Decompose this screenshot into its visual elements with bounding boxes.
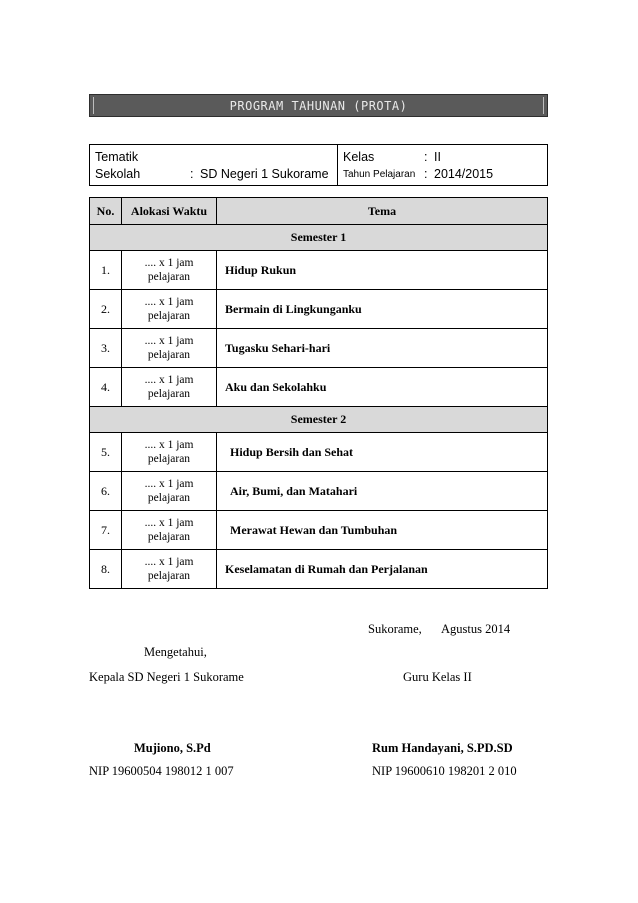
table-row — [90, 368, 548, 407]
row-alokasi: .... x 1 jam pelajaran — [122, 550, 217, 589]
prota-table — [89, 197, 548, 589]
kelas-label: Kelas — [343, 150, 375, 164]
table-row — [90, 251, 548, 290]
info-box — [89, 144, 548, 186]
row-alokasi: .... x 1 jam pelajaran — [122, 329, 217, 368]
semester-2-row — [90, 407, 548, 433]
info-divider — [337, 145, 338, 185]
guru-kelas-name: Rum Handayani, S.PD.SD — [372, 741, 513, 755]
kepala-sekolah-nip: NIP 19600504 198012 1 007 — [89, 764, 234, 778]
page-title: PROGRAM TAHUNAN (PROTA) — [229, 98, 408, 113]
tahun-label: Tahun Pelajaran — [343, 169, 416, 180]
table-row — [90, 550, 548, 589]
kelas-separator: : — [424, 150, 428, 164]
signature-place: Sukorame, — [368, 622, 422, 636]
row-alokasi: .... x 1 jam pelajaran — [122, 511, 217, 550]
row-alokasi: .... x 1 jam pelajaran — [122, 472, 217, 511]
page-title-banner — [89, 94, 548, 117]
semester-1-row — [90, 225, 548, 251]
sekolah-value: SD Negeri 1 Sukorame — [200, 167, 329, 181]
header-tema: Tema — [217, 198, 548, 225]
row-alokasi: .... x 1 jam pelajaran — [122, 368, 217, 407]
tahun-separator: : — [424, 167, 428, 181]
row-no: 6. — [90, 472, 122, 511]
row-no: 2. — [90, 290, 122, 329]
banner-left-edge — [93, 97, 94, 114]
semester-2-label: Semester 2 — [90, 407, 548, 433]
row-tema: Hidup Bersih dan Sehat — [217, 433, 548, 472]
table-row — [90, 511, 548, 550]
row-tema: Aku dan Sekolahku — [217, 368, 548, 407]
header-alokasi: Alokasi Waktu — [122, 198, 217, 225]
row-no: 3. — [90, 329, 122, 368]
row-tema: Air, Bumi, dan Matahari — [217, 472, 548, 511]
kelas-value: II — [434, 150, 441, 164]
signature-date: Agustus 2014 — [441, 622, 511, 636]
tematik-label: Tematik — [95, 150, 139, 164]
row-no: 7. — [90, 511, 122, 550]
table-row — [90, 433, 548, 472]
row-tema: Keselamatan di Rumah dan Perjalanan — [217, 550, 548, 589]
row-tema: Tugasku Sehari-hari — [217, 329, 548, 368]
row-no: 1. — [90, 251, 122, 290]
table-row — [90, 329, 548, 368]
row-no: 8. — [90, 550, 122, 589]
sekolah-label: Sekolah — [95, 167, 141, 181]
row-alokasi: .... x 1 jam pelajaran — [122, 251, 217, 290]
row-tema: Hidup Rukun — [217, 251, 548, 290]
row-tema: Bermain di Lingkunganku — [217, 290, 548, 329]
sekolah-separator: : — [190, 167, 194, 181]
guru-kelas-nip: NIP 19600610 198201 2 010 — [372, 764, 517, 778]
table-row — [90, 290, 548, 329]
mengetahui-label: Mengetahui, — [144, 645, 207, 659]
banner-right-edge — [543, 97, 544, 114]
table-header-row — [90, 198, 548, 225]
row-alokasi: .... x 1 jam pelajaran — [122, 433, 217, 472]
row-alokasi: .... x 1 jam pelajaran — [122, 290, 217, 329]
row-no: 4. — [90, 368, 122, 407]
header-no: No. — [90, 198, 122, 225]
row-no: 5. — [90, 433, 122, 472]
tahun-value: 2014/2015 — [434, 167, 494, 181]
kepala-sekolah-title: Kepala SD Negeri 1 Sukorame — [89, 670, 244, 684]
semester-1-label: Semester 1 — [90, 225, 548, 251]
row-tema: Merawat Hewan dan Tumbuhan — [217, 511, 548, 550]
kepala-sekolah-name: Mujiono, S.Pd — [134, 741, 211, 755]
table-row — [90, 472, 548, 511]
guru-kelas-title: Guru Kelas II — [403, 670, 472, 684]
